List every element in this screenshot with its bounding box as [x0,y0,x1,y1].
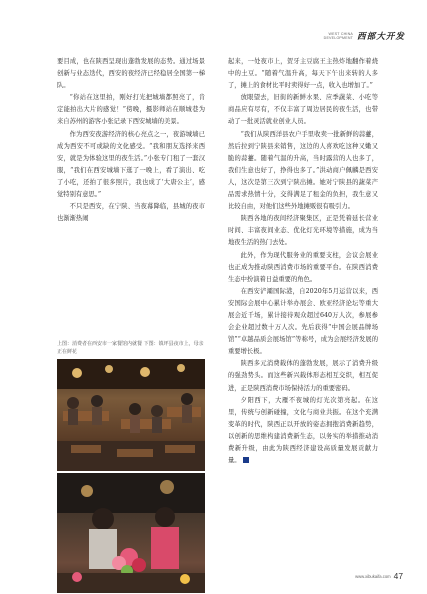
flower-stall-photo [57,473,205,593]
body-paragraph: “我们从陕西洋县农户手里收卖一批新鲜的蒜薹，然后拉到宁陕县来销售，这边的人喜欢吃这种又嫩又脆的蒜薹。随着气温的升高，当时露营的人也多了，我们生意也好了，挣得也多了。”洪动商户佩麟是西安人，这次是第三次到宁陕出摊。她对宁陕县的蔬菜产品需求热情十分，交得满足了租金的负担，我生意又比较自由，对他们这些外地摊贩很有吸引力。 [228,130,378,211]
page-footer [355,571,403,581]
body-paragraph: 起来，一处夜市上，贺牙主豆腐王主热炸地翻作着烧中的土豆。“随着气温升高，每天下午出来转的人多了，摊上的食材比平时卖得好一点，收入也增加了。” [228,58,378,90]
body-paragraph: 不只是西安，在宁陕、当夜幕降临，县城的夜市也渐渐热闹 [57,203,205,223]
body-paragraph: 陕西多元消费载体的蓬勃发展，展示了消费升级的强劲势头。而这些新兴载体形态相互交织，相互促进，正是陕西消费市场保持活力的重要密码。 [228,360,378,392]
footer-url: www.xibukaifa.com [355,573,391,579]
page-number: 47 [393,571,403,581]
body-paragraph: 作为西安夜游经济的核心亮点之一，夜游城墙已成为西安不可或缺的文化感受。“我和朋友选择来西安，就是为体验这里的夜生活。”小张专门租了一套汉服，“我们在西安城墙下逛了一晚上，看了演出、吃了小吃，还拍了很多照片，我也成了‘大唐公主’，感觉特别有意思。” [57,130,205,199]
body-paragraph: 放眼望去，旧街的新鲜水果、应季蔬菜、小吃等商品应有尽有，不仅丰富了周边居民的夜生活，也带动了一批灵活就业创业人员。 [228,94,378,126]
header-english-name [324,32,353,40]
night-market-scene-icon [57,473,205,593]
body-paragraph: 在西安浐灞国际港，自2020年5月运营以来，西安国际会展中心累计举办展会、欧亚经济论坛等重大展会近千场，累计接待观众超过640万人次，参展参会企业超过数十万人次。先后获得“中国会展品牌场馆”“卓越品质会展场馆”等称号，成为会展经济发展的重要增长极。 [228,287,378,356]
right-column [228,56,378,467]
body-paragraph: 此外，作为现代服务业的重要支柱，会议会展业也正成为推动陕西消费市场的重要平台。在陕西消费生态中扮演着日益重要的角色。 [228,251,378,283]
closing-paragraph-text: 夕阳西下，大雁不夜城的灯光次第亮起。在这里，传统与创新碰撞，文化与商业共振。在这个充满变革的时代，陕西正以开放的姿态拥抱消费新趋势，以创新的思维构建消费新生态，以务实的举措推动消费新升级，由此为陕西经济建设高质量发展贡献力量。 [228,396,378,465]
body-paragraph: “你站在这里拍，刚好打光把城墙都照亮了，肯定能拍出大片的感觉！”傍晚，摄影师站在顺城巷为来自苏州的游客小张记录下西安城墙的美景。 [57,94,205,126]
magazine-logo: 西部大开发 [357,32,405,42]
restaurant-scene-icon [57,359,205,471]
body-paragraph: 要目成，也在陕西呈现出蓬勃发展的态势。通过场景创新与业态迭代，西安的夜经济已经稳居全国第一梯队。 [57,58,205,90]
end-mark-icon [243,457,249,463]
photo-caption: 上图：消费者在西安市一家餐馆内就餐 下图：镇坪县夜市上，母亲正在鲜花 [57,341,204,355]
restaurant-photo [57,359,205,471]
header-en-line2: DEVELOPMENT [323,36,354,40]
body-paragraph: 陕西各地的夜间经济聚集区，正是凭着延长营业时间、丰富夜间业态、优化灯光环境等措施，成为当地夜生活的热门去处。 [228,215,378,247]
left-column [57,56,205,225]
header-en-line1: WEST CHINA [328,31,354,36]
body-paragraph [228,395,378,468]
magazine-header [324,30,405,42]
photo-block [57,341,205,593]
